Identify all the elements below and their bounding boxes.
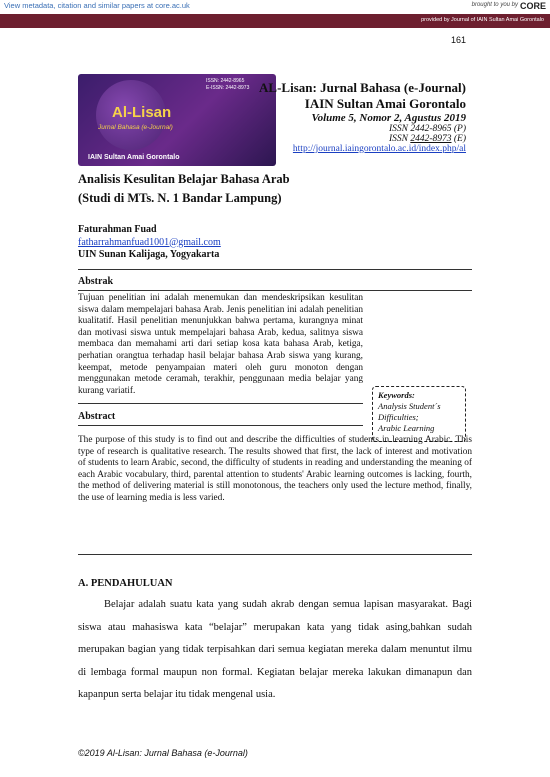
journal-volume: Volume 5, Nomor 2, Agustus 2019 [311,112,466,124]
journal-name: AL-Lisan: Jurnal Bahasa (e-Journal) [259,80,466,95]
author-email[interactable]: fatharrahmanfuad1001@gmail.com [78,236,221,248]
article-title-line1: Analisis Kesulitan Belajar Bahasa Arab [78,172,290,186]
journal-header [259,80,466,154]
journal-url[interactable]: http://journal.iaingorontalo.ac.id/index.php/al [292,144,466,154]
logo-institution: IAIN Sultan Amai Gorontalo [88,154,180,161]
abstract-heading: Abstract [78,411,116,422]
core-brought-text: brought to you by [471,2,518,8]
article-title [78,170,290,208]
core-provided-text: provided by Journal of IAIN Sultan Amai Gorontalo [421,17,544,23]
divider [78,425,363,426]
divider [78,554,472,555]
keywords-box [372,386,466,442]
abstrak-text: Tujuan penelitian ini adalah menemukan dan mendeskripsikan kesulitan siswa dalam mempelajari bahasa Arab. Jenis penelitian ini adalah penelitian kualitatif. Hasil penelitian menunjukkan bahwa pertama, kurangnya minat dan motivasi siswa untuk mempelajari bahasa Arab, kedua, salitnya siswa membaca dan memahami arti dari setiap kosa kata bahasa Arab, ketiga, perhatian orangtua terhadap hasil belajar bahasa Arab siswa yang kurang, keempat, metode penyampaian materi oleh guru monoton dengan menggunakan metode ceramah, terakhir, penggunaan media belajar yang kurang variatif. [78,293,363,396]
divider [78,269,472,270]
abstrak-heading: Abstrak [78,276,114,287]
author-name: Faturahman Fuad [78,224,157,235]
logo-issn-e: E-ISSN: 2442-8973 [206,85,250,91]
keywords-heading: Keywords: [378,390,415,400]
core-metadata-link[interactable]: View metadata, citation and similar papers at core.ac.uk [4,1,190,10]
issn-e-number[interactable]: 2442-8973 [410,134,452,144]
keyword-2: Difficulties; [378,412,419,422]
page-number: 161 [450,35,466,45]
journal-issn-e [259,134,466,144]
author-affiliation: UIN Sunan Kalijaga, Yogyakarta [78,249,220,260]
section-heading-pendahuluan: A. PENDAHULUAN [78,578,173,589]
keyword-1: Analysis Student´s [378,401,441,411]
core-banner [0,0,550,28]
issn-e-prefix: ISSN [388,134,411,144]
author-block [78,224,221,262]
issn-e-suffix: (E) [451,134,466,144]
logo-issn [206,78,249,92]
page-footer: ©2019 Al-Lisan: Jurnal Bahasa (e-Journal) [78,748,248,758]
journal-issn-p: ISSN 2442-8965 (P) [388,124,466,134]
logo-name: Al-Lisan [112,104,172,121]
divider [78,290,472,291]
section-paragraph: Belajar adalah suatu kata yang sudah akrab dengan semua lapisan masyarakat. Bagi siswa atau mahasiswa kata “belajar” merupakan kata yang tidak asing,bahkan sudah merupakan bagian yang tidak terpisahkan dari semua kegiatan mereka dalam menuntut ilmu di lembaga formal maupun non formal. Kegiatan belajar mereka lakukan dimanapun dan kapanpun serta belajar itu tidak mengenal usia. [78,599,472,700]
abstract-text: The purpose of this study is to find out and describe the difficulties of students in learning Arabic. This type of research is qualitative research. The results showed that first, the lack of interest and motivation of students to learn Arabic, second, the difficulty of students in reading and understanding the meaning of each Arabic vocabulary, third, parental attention to students' Arabic learning outcomes is lacking, fourth, the method of delivering material is still monotonous, the teachers only used the lecture method, finally, the use of learning media is less varied. [78,435,472,503]
keyword-3: Arabic Learning [378,423,435,433]
logo-issn-p: ISSN: 2442-8965 [206,78,245,84]
journal-logo [78,74,276,166]
core-logo[interactable]: CORE [519,1,546,11]
article-title-line2: (Studi di MTs. N. 1 Bandar Lampung) [78,191,282,205]
divider [78,403,363,404]
logo-subtitle: Jurnal Bahasa (e-Journal) [98,124,173,131]
journal-institution: IAIN Sultan Amai Gorontalo [304,96,466,111]
